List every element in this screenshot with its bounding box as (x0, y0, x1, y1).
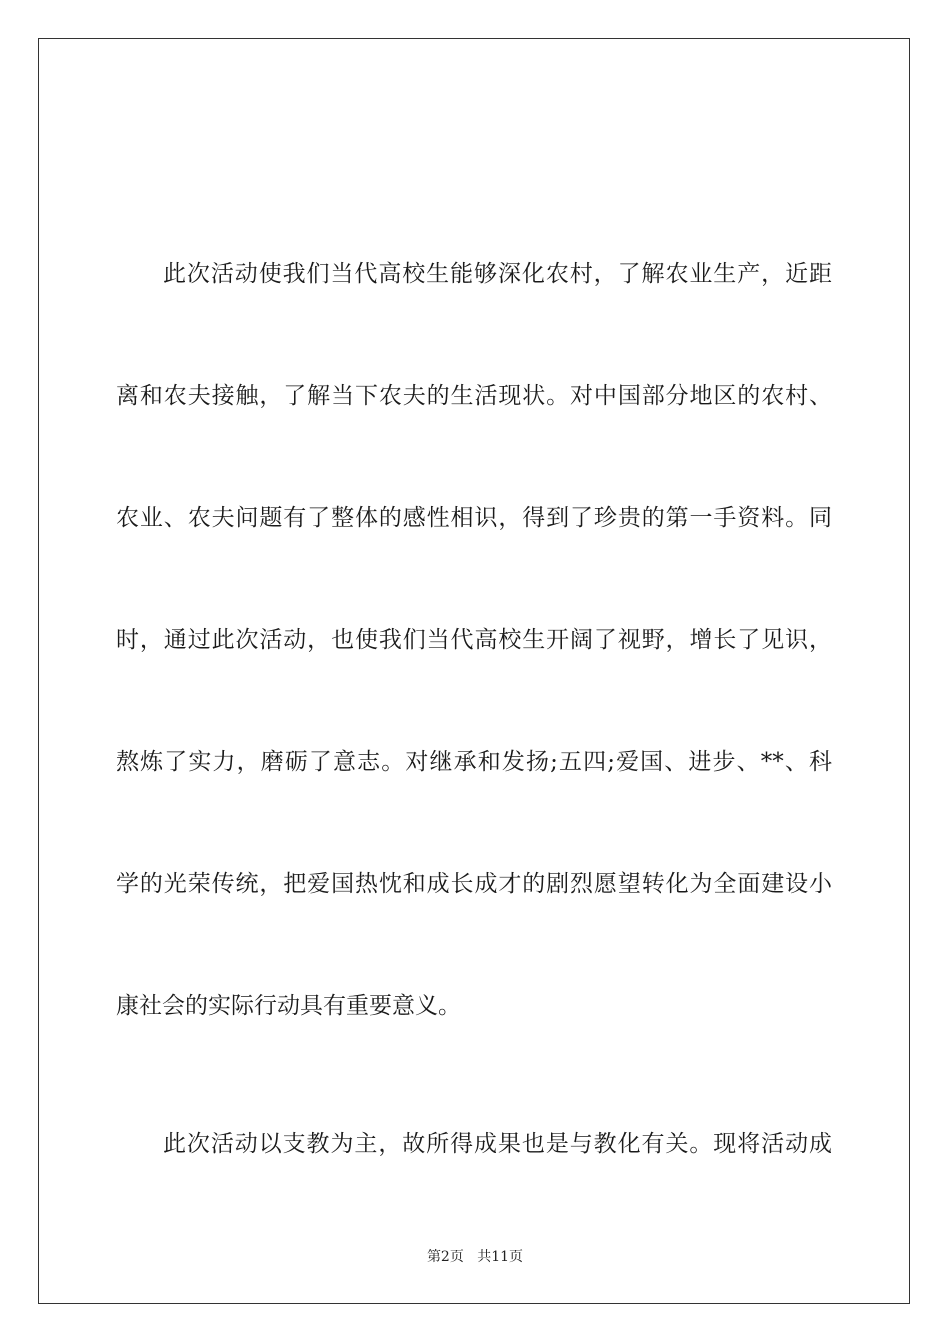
paragraph-1-line-4: 时，通过此次活动，也使我们当代高校生开阔了视野，增长了见识， (116, 627, 832, 653)
paragraph-1-line-7: 康社会的实际行动具有重要意义。 (116, 993, 461, 1019)
paragraph-1-line-1: 此次活动使我们当代高校生能够深化农村，了解农业生产，近距 (163, 261, 832, 287)
paragraph-2-line-1: 此次活动以支教为主，故所得成果也是与教化有关。现将活动成 (163, 1131, 832, 1157)
page-border (38, 38, 910, 1304)
page-total: 共11页 (477, 1249, 524, 1265)
page-number: 第2页 (426, 1249, 464, 1265)
page-footer (0, 1247, 950, 1267)
paragraph-1-line-3: 农业、农夫问题有了整体的感性相识，得到了珍贵的第一手资料。同 (116, 505, 832, 531)
paragraph-1-line-6: 学的光荣传统，把爱国热忱和成长成才的剧烈愿望转化为全面建设小 (116, 871, 832, 897)
paragraph-1-line-2: 离和农夫接触，了解当下农夫的生活现状。对中国部分地区的农村、 (116, 383, 832, 409)
paragraph-1-line-5: 熬炼了实力，磨砺了意志。对继承和发扬;五四;爱国、进步、**、科 (116, 749, 832, 775)
